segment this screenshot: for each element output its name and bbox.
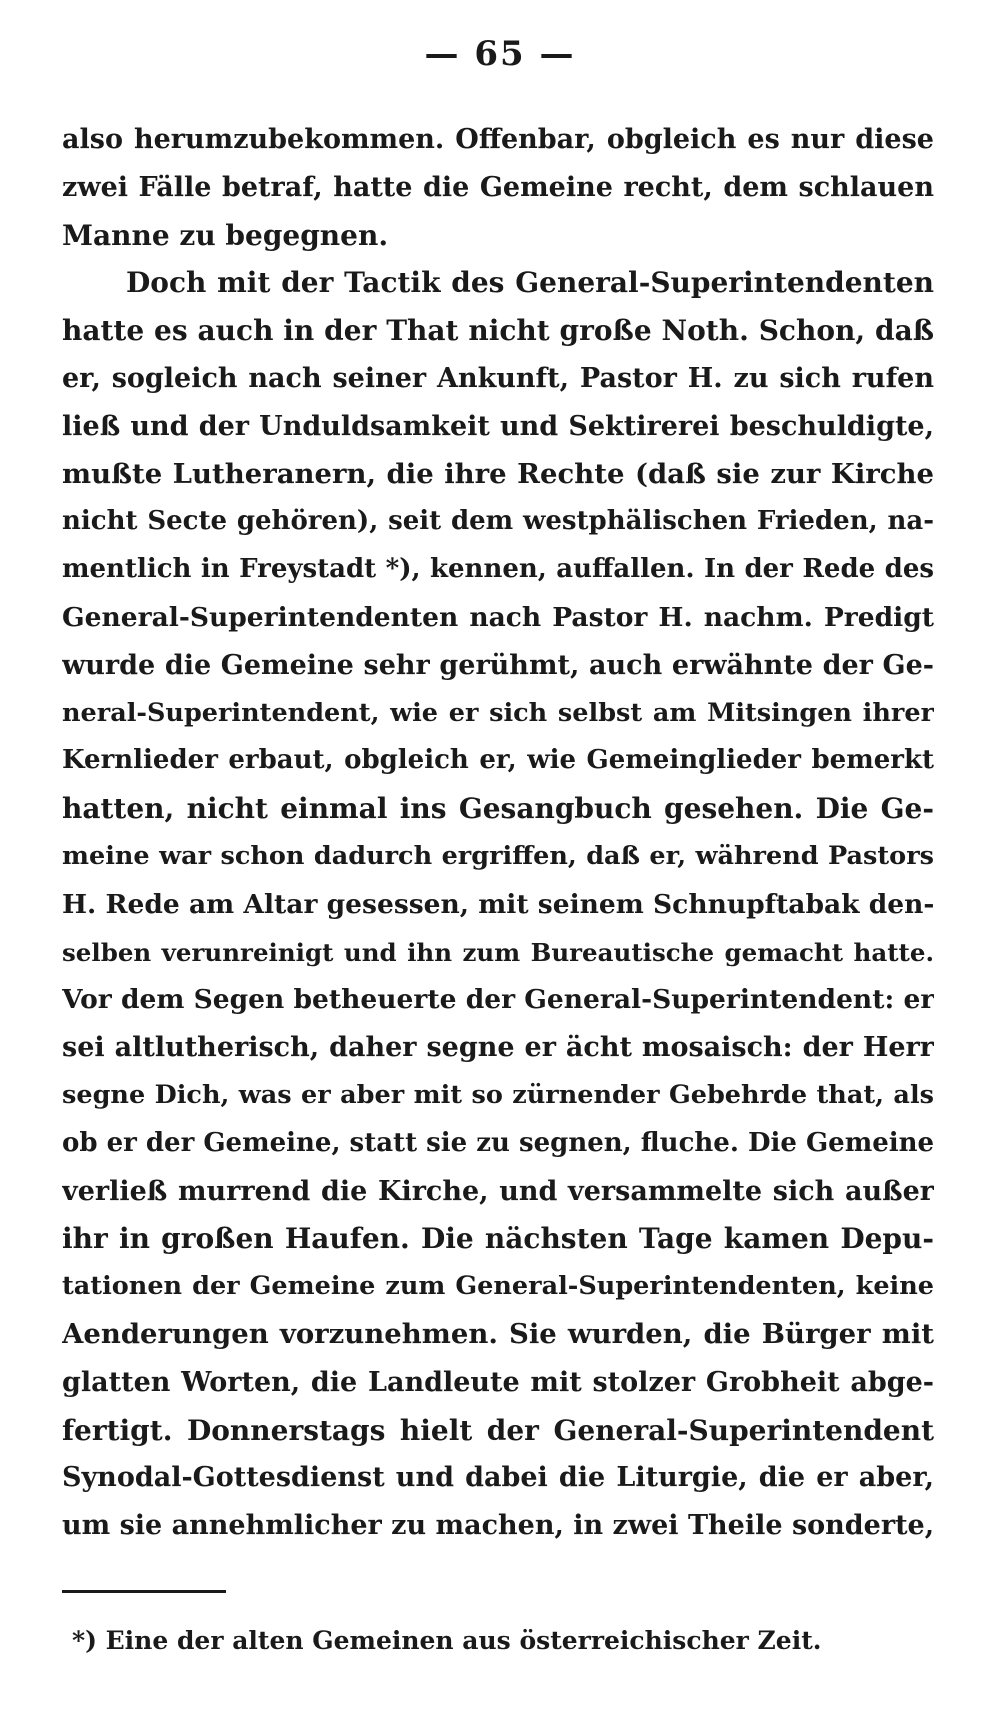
- text-line: tationen der Gemeine zum General-Superintendenten, keine: [62, 1271, 934, 1302]
- text-line: selben verunreinigt und ihn zum Bureautische gemacht hatte.: [62, 937, 934, 967]
- footnote: *) Eine der alten Gemeinen aus österreichischer Zeit.: [72, 1626, 822, 1655]
- text-line: mentlich in Freystadt *), kennen, auffallen. In der Rede des: [62, 554, 934, 585]
- text-line: H. Rede am Altar gesessen, mit seinem Schnupftabak den-: [62, 888, 934, 920]
- text-line: also herumzubekommen. Offenbar, obgleich es nur diese: [62, 124, 934, 155]
- text-line: um sie annehmlicher zu machen, in zwei Theile sonderte,: [62, 1510, 934, 1542]
- page-number-header: — 65 —: [424, 34, 576, 74]
- text-line: er, sogleich nach seiner Ankunft, Pastor H. zu sich rufen: [62, 362, 934, 394]
- text-line: ihr in großen Haufen. Die nächsten Tage kamen Depu-: [62, 1222, 934, 1256]
- text-line: Doch mit der Tactik des General-Superintendenten: [126, 266, 934, 300]
- body-text: [62, 116, 934, 1550]
- text-line: General-Superintendenten nach Pastor H. nachm. Predigt: [62, 601, 934, 633]
- text-line: hatte es auch in der That nicht große Noth. Schon, daß: [62, 314, 934, 348]
- text-line: wurde die Gemeine sehr gerühmt, auch erwähnte der Ge-: [62, 649, 934, 681]
- footnote-divider: [62, 1590, 226, 1593]
- text-line: sei altlutherisch, daher segne er ächt mosaisch: der Herr: [62, 1032, 934, 1064]
- text-line: Kernlieder erbaut, obgleich er, wie Gemeinglieder bemerkt: [62, 745, 934, 776]
- text-line: hatten, nicht einmal ins Gesangbuch gesehen. Die Ge-: [62, 792, 934, 826]
- text-line: zwei Fälle betraf, hatte die Gemeine recht, dem schlauen: [62, 171, 934, 203]
- text-line: segne Dich, was er aber mit so zürnender Gebehrde that, als: [62, 1079, 934, 1110]
- text-line: ob er der Gemeine, statt sie zu segnen, fluche. Die Gemeine: [62, 1127, 934, 1158]
- text-line: meine war schon dadurch ergriffen, daß er, während Pastors: [62, 840, 934, 871]
- text-line: glatten Worten, die Landleute mit stolzer Grobheit abge-: [62, 1366, 934, 1398]
- text-line: Synodal-Gottesdienst und dabei die Liturgie, die er aber,: [62, 1462, 934, 1494]
- text-line: mußte Lutheranern, die ihre Rechte (daß sie zur Kirche: [62, 457, 934, 490]
- text-line: ließ und der Unduldsamkeit und Sektirerei beschuldigte,: [62, 410, 934, 442]
- text-line: verließ murrend die Kirche, und versammelte sich außer: [62, 1175, 934, 1207]
- text-line: Manne zu begegnen.: [62, 218, 389, 252]
- text-line: fertigt. Donnerstags hielt der General-Superintendent: [62, 1413, 934, 1447]
- text-line: Aenderungen vorzunehmen. Sie wurden, die Bürger mit: [62, 1317, 934, 1350]
- text-line: nicht Secte gehören), seit dem westphälischen Frieden, na-: [62, 506, 934, 537]
- text-line: Vor dem Segen betheuerte der General-Superintendent: er: [62, 984, 934, 1016]
- text-line: neral-Superintendent, wie er sich selbst am Mitsingen ihrer: [62, 697, 934, 728]
